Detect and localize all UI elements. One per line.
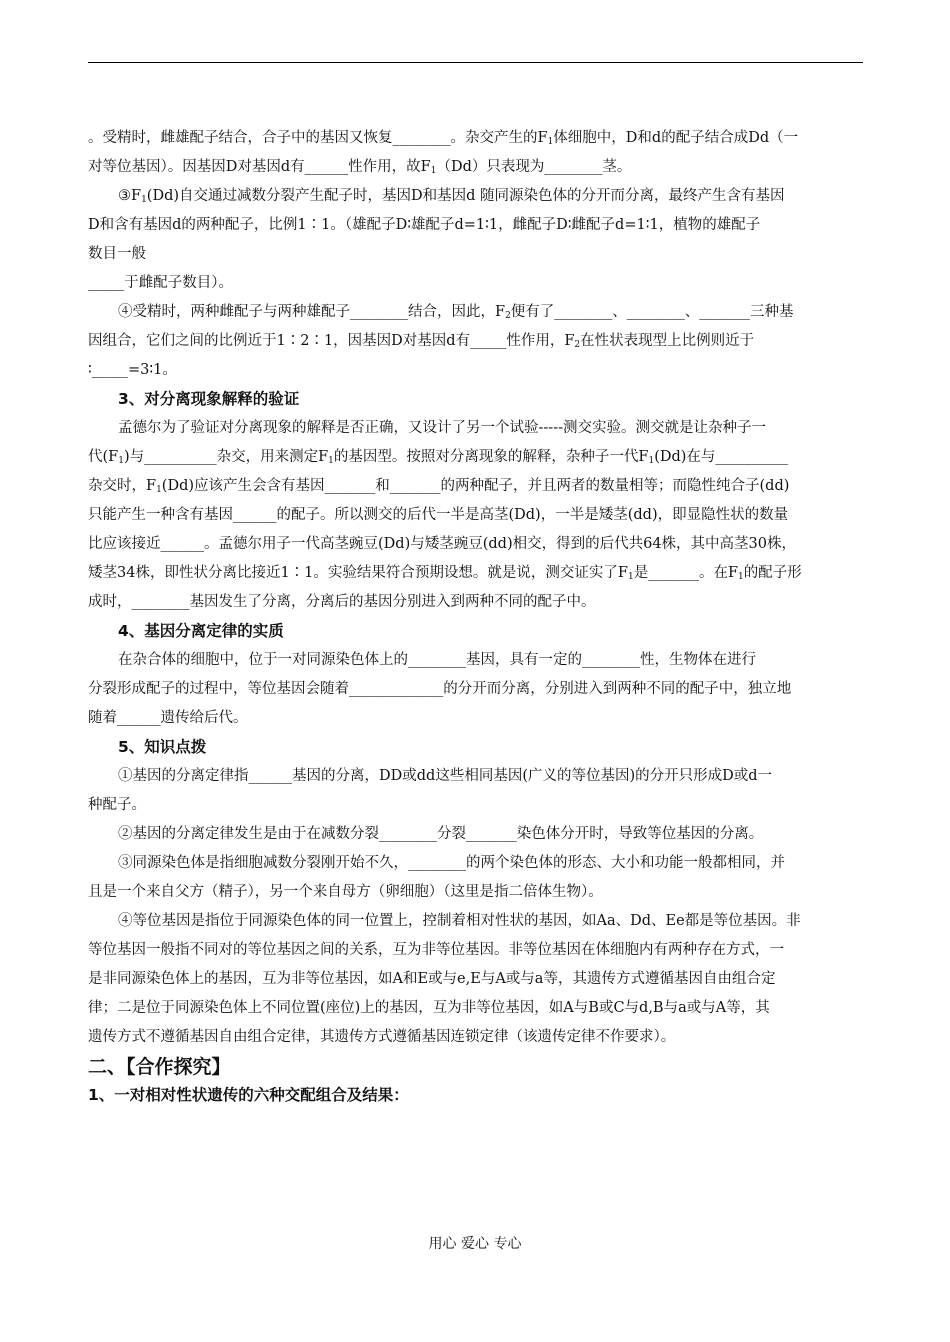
text-line: $③F_1(Dd)$自交通过减数分裂产生配子时，基因D和基因d 随同源染色体的分开而分离，最终产生含有基因 [118,188,785,205]
text-line: 随着______遗传给后代。 [88,710,248,726]
text-line: 且是一个来自父方（精子），另一个来自母方（卵细胞）（这里是指二倍体生物）。 [88,884,603,900]
text-line: 种配子。 [88,797,146,813]
section-heading: 1、一对相对性状遗传的六种交配组合及结果： [88,1086,409,1104]
text-line: 成时，________基因发生了分离，分离后的基因分别进入到两种不同的配子中。 [88,594,596,610]
text-line: 孟德尔为了验证对分离现象的解释是否正确，又设计了另一个试验-----测交实验。测交就是让杂种子一 [118,420,766,436]
text-line: 分裂形成配子的过程中，等位基因会随着_____________的分开而分离，分别进入到两种不同的配子中，独立地 [88,681,792,697]
text-line: ②基因的分离定律发生是由于在减数分裂________分裂_______染色体分开时，导致等位基因的分离。 [118,826,764,842]
text-line: ①基因的分离定律指______基因的分离，DD或dd这些相同基因(广义的等位基因)的分开只形成D或d一 [118,768,773,784]
text-line: 在杂合体的细胞中，位于一对同源染色体上的________基因，具有一定的________性，生物体在进行 [118,652,756,668]
text-line: 代$(F_1)$与__________杂交，用来测定$F_1$的基因型。按照对分离现象的解释，杂种子一代$F_1(Dd)$在与__________ [88,449,788,466]
text-line: ④受精时，两种雌配子与两种雄配子________结合，因此，$F_2$便有了________、________、_______三种基 [118,304,794,321]
section-heading: 二、【合作探究】 [88,1056,231,1078]
text-line: _____于雌配子数目）。 [88,275,233,291]
text-line: 只能产生一种含有基因______的配子。所以测交的后代一半是高茎(Dd)，一半是矮茎(dd)，即显隐性状的数量 [88,507,789,523]
text-line: 。受精时，雌雄配子结合，合子中的基因又恢复________。杂交产生的$F_1$体细胞中，D和d的配子结合成Dd（一 [88,130,799,147]
page-footer: 用心 爱心 专心 [428,1236,522,1252]
text-line: 遗传方式不遵循基因自由组合定律，其遗传方式遵循基因连锁定律（该遗传定律不作要求）。 [88,1029,676,1045]
text-line: D和含有基因d的两种配子，比例1∶1。（雄配子D∶雄配子d=1∶1，雌配子D∶雌配子d=1∶1，植物的雄配子 [88,217,761,233]
document-body [88,124,863,1108]
header-rule [88,62,863,63]
text-line: 比应该接近______。孟德尔用子一代高茎豌豆(Dd)与矮茎豌豆(dd)相交，得到的后代共64株，其中高茎30株， [88,536,796,552]
text-line: 因组合，它们之间的比例近于1∶2∶1，因基因D对基因d有_____性作用，$F_2$在性状表现型上比例则近于 [88,333,755,350]
text-line: 律；二是位于同源染色体上不同位置(座位)上的基因，互为非等位基因，如A与B或C与d,B与a或与A等，其 [88,1000,770,1016]
section-heading: 5、知识点拨 [118,738,207,756]
text-line: ④等位基因是指位于同源染色体的同一位置上，控制着相对性状的基因，如Aa、Dd、Ee都是等位基因。非 [118,913,801,929]
section-heading: 4、基因分离定律的实质 [118,622,284,640]
text-line: 矮茎34株，即性状分离比接近1∶1。实验结果符合预期设想。就是说，测交证实了$F_1$是_______。在$F_1$的配子形 [88,565,802,582]
section-heading: 3、对分离现象解释的验证 [118,390,300,408]
text-line: 是非同源染色体上的基因，互为非等位基因，如A和E或与e,E与A或与a等，其遗传方式遵循基因自由组合定 [88,971,776,987]
text-line: 对等位基因）。因基因D对基因d有______性作用，故$F_1(Dd)$只表现为________茎。 [88,159,632,176]
text-line: ③同源染色体是指细胞减数分裂刚开始不久，________的两个染色体的形态、大小和功能一般都相同，并 [118,855,785,871]
text-line: ∶_____=3∶1。 [88,362,177,378]
text-line: 杂交时，$F_1(Dd)$应该产生会含有基因_______和_______的两种配子，并且两者的数量相等；而隐性纯合子(dd) [88,478,790,495]
text-line: 等位基因一般指不同对的等位基因之间的关系，互为非等位基因。非等位基因在体细胞内有两种存在方式，一 [88,942,784,958]
text-line: 数目一般 [88,246,146,262]
